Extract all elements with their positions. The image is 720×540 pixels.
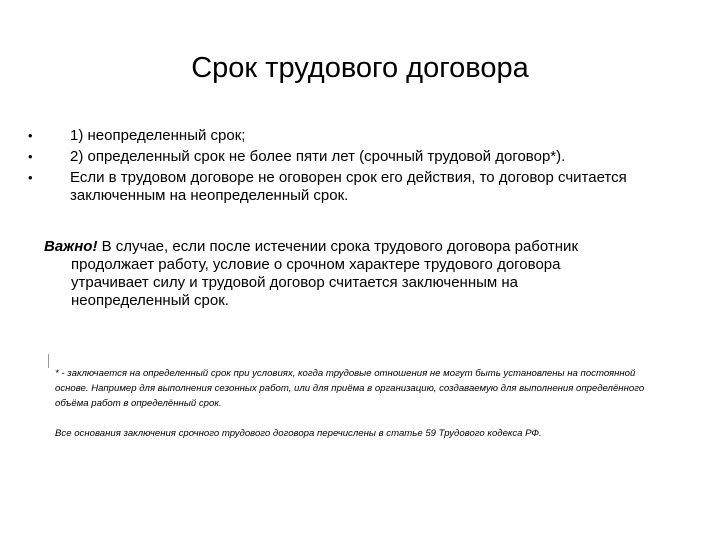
- bullet-icon: •: [28, 170, 33, 185]
- bullet-text: Если в трудовом договоре не оговорен срок его действия, то договор считается заключенным на неопределенный срок.: [70, 169, 627, 204]
- important-text-1: В случае, если после истечении срока трудового договора работник: [97, 238, 579, 255]
- important-note: [44, 238, 644, 310]
- footnote-box: [48, 354, 660, 464]
- bullet-text: 1) неопределенный срок;: [70, 127, 246, 144]
- bullet-icon: •: [28, 128, 33, 143]
- important-line-1: [44, 238, 644, 256]
- list-item: [28, 169, 688, 205]
- important-text-3: утрачивает силу и трудовой договор считается заключенным на: [71, 274, 518, 291]
- footnote-text-1: * - заключается на определенный срок при условиях, когда трудовые отношения не могут быть установлены на постоянной основе. Например для выполнения сезонных работ, или для приёма в организацию, создаваемую для выполнения определённого объёма работ в определённый срок.: [55, 368, 645, 409]
- bullet-list: [28, 127, 688, 208]
- bullet-icon: •: [28, 149, 33, 164]
- footnote-marker-line: [48, 354, 49, 368]
- important-text-4: неопределенный срок.: [71, 292, 229, 309]
- list-item: [28, 127, 688, 145]
- footnote-text-2: Все основания заключения срочного трудового договора перечислены в статье 59 Трудового кодекса РФ.: [55, 428, 542, 439]
- list-item: [28, 148, 688, 166]
- slide-title: Срок трудового договора: [191, 52, 529, 84]
- bullet-text: 2) определенный срок не более пяти лет (срочный трудовой договор*).: [70, 148, 566, 165]
- important-label: Важно!: [44, 238, 98, 255]
- important-text-2: продолжает работу, условие о срочном характере трудового договора: [71, 256, 561, 273]
